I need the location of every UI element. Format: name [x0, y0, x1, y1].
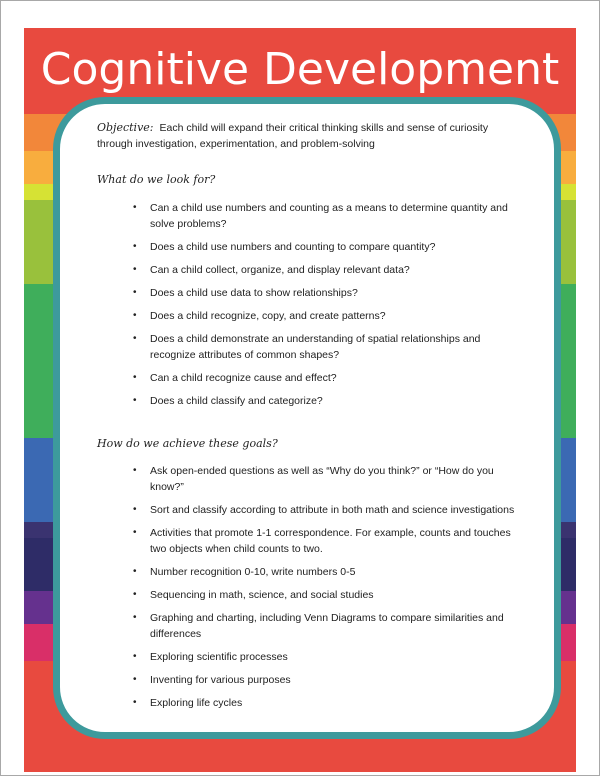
objective-text: Each child will expand their critical thinking skills and sense of curiosity through investigation, experimentation, and problem-solving — [97, 122, 489, 150]
bullet-icon: • — [133, 264, 137, 275]
objective-label: Objective: — [97, 121, 154, 134]
content-area — [97, 120, 517, 711]
bullet-icon: • — [133, 589, 137, 600]
list-item-text: Sequencing in math, science, and social studies — [150, 589, 374, 601]
objective-paragraph — [97, 120, 517, 152]
list-item-text: Does a child classify and categorize? — [150, 395, 323, 407]
bullet-icon: • — [133, 465, 137, 476]
bullet-icon: • — [133, 651, 137, 662]
list-item — [97, 308, 517, 324]
list-item — [97, 463, 517, 495]
list-item-text: Ask open-ended questions as well as “Why do you think?” or “How do you know?” — [150, 465, 494, 493]
list-item-text: Graphing and charting, including Venn Diagrams to compare similarities and differences — [150, 612, 504, 640]
list-item-text: Sort and classify according to attribute in both math and science investigations — [150, 504, 515, 516]
list-item — [97, 610, 517, 642]
list-item — [97, 672, 517, 688]
list-item-text: Does a child recognize, copy, and create patterns? — [150, 310, 386, 322]
bullet-icon: • — [133, 527, 137, 538]
list-item — [97, 587, 517, 603]
list-item-text: Does a child use data to show relationships? — [150, 287, 358, 299]
list-item — [97, 502, 517, 518]
bullet-icon: • — [133, 372, 137, 383]
bullet-icon: • — [133, 504, 137, 515]
bullet-icon: • — [133, 566, 137, 577]
list-item-text: Does a child use numbers and counting to compare quantity? — [150, 241, 436, 253]
page-title: Cognitive Development — [40, 44, 560, 95]
list-item — [97, 370, 517, 386]
bullet-icon: • — [133, 287, 137, 298]
bullet-icon: • — [133, 697, 137, 708]
list-item-text: Inventing for various purposes — [150, 674, 291, 686]
list-item-text: Exploring scientific processes — [150, 651, 288, 663]
list-item-text: Can a child collect, organize, and display relevant data? — [150, 264, 410, 276]
list-item — [97, 695, 517, 711]
list-item-text: Can a child recognize cause and effect? — [150, 372, 337, 384]
list-item-text: Does a child demonstrate an understanding of spatial relationships and recognize attributes of common shapes? — [150, 333, 481, 361]
bullet-icon: • — [133, 395, 137, 406]
list-item-text: Number recognition 0-10, write numbers 0-5 — [150, 566, 356, 578]
list-item — [97, 262, 517, 278]
list-item — [97, 200, 517, 232]
list-item-text: Can a child use numbers and counting as a means to determine quantity and solve problems? — [150, 202, 508, 230]
list-item — [97, 393, 517, 409]
list-item-text: Activities that promote 1-1 correspondence. For example, counts and touches two objects when child counts to two. — [150, 527, 511, 555]
bullet-icon: • — [133, 202, 137, 213]
list-item — [97, 239, 517, 255]
look-for-heading: What do we look for? — [97, 173, 216, 186]
list-item — [97, 331, 517, 363]
bullet-icon: • — [133, 333, 137, 344]
list-item-text: Exploring life cycles — [150, 697, 243, 709]
bullet-icon: • — [133, 674, 137, 685]
bullet-icon: • — [133, 310, 137, 321]
list-item — [97, 285, 517, 301]
list-item — [97, 649, 517, 665]
bullet-icon: • — [133, 241, 137, 252]
bullet-icon: • — [133, 612, 137, 623]
achieve-heading: How do we achieve these goals? — [97, 437, 278, 450]
achieve-list — [97, 463, 517, 711]
list-item — [97, 564, 517, 580]
look-for-list — [97, 200, 517, 409]
list-item — [97, 525, 517, 557]
